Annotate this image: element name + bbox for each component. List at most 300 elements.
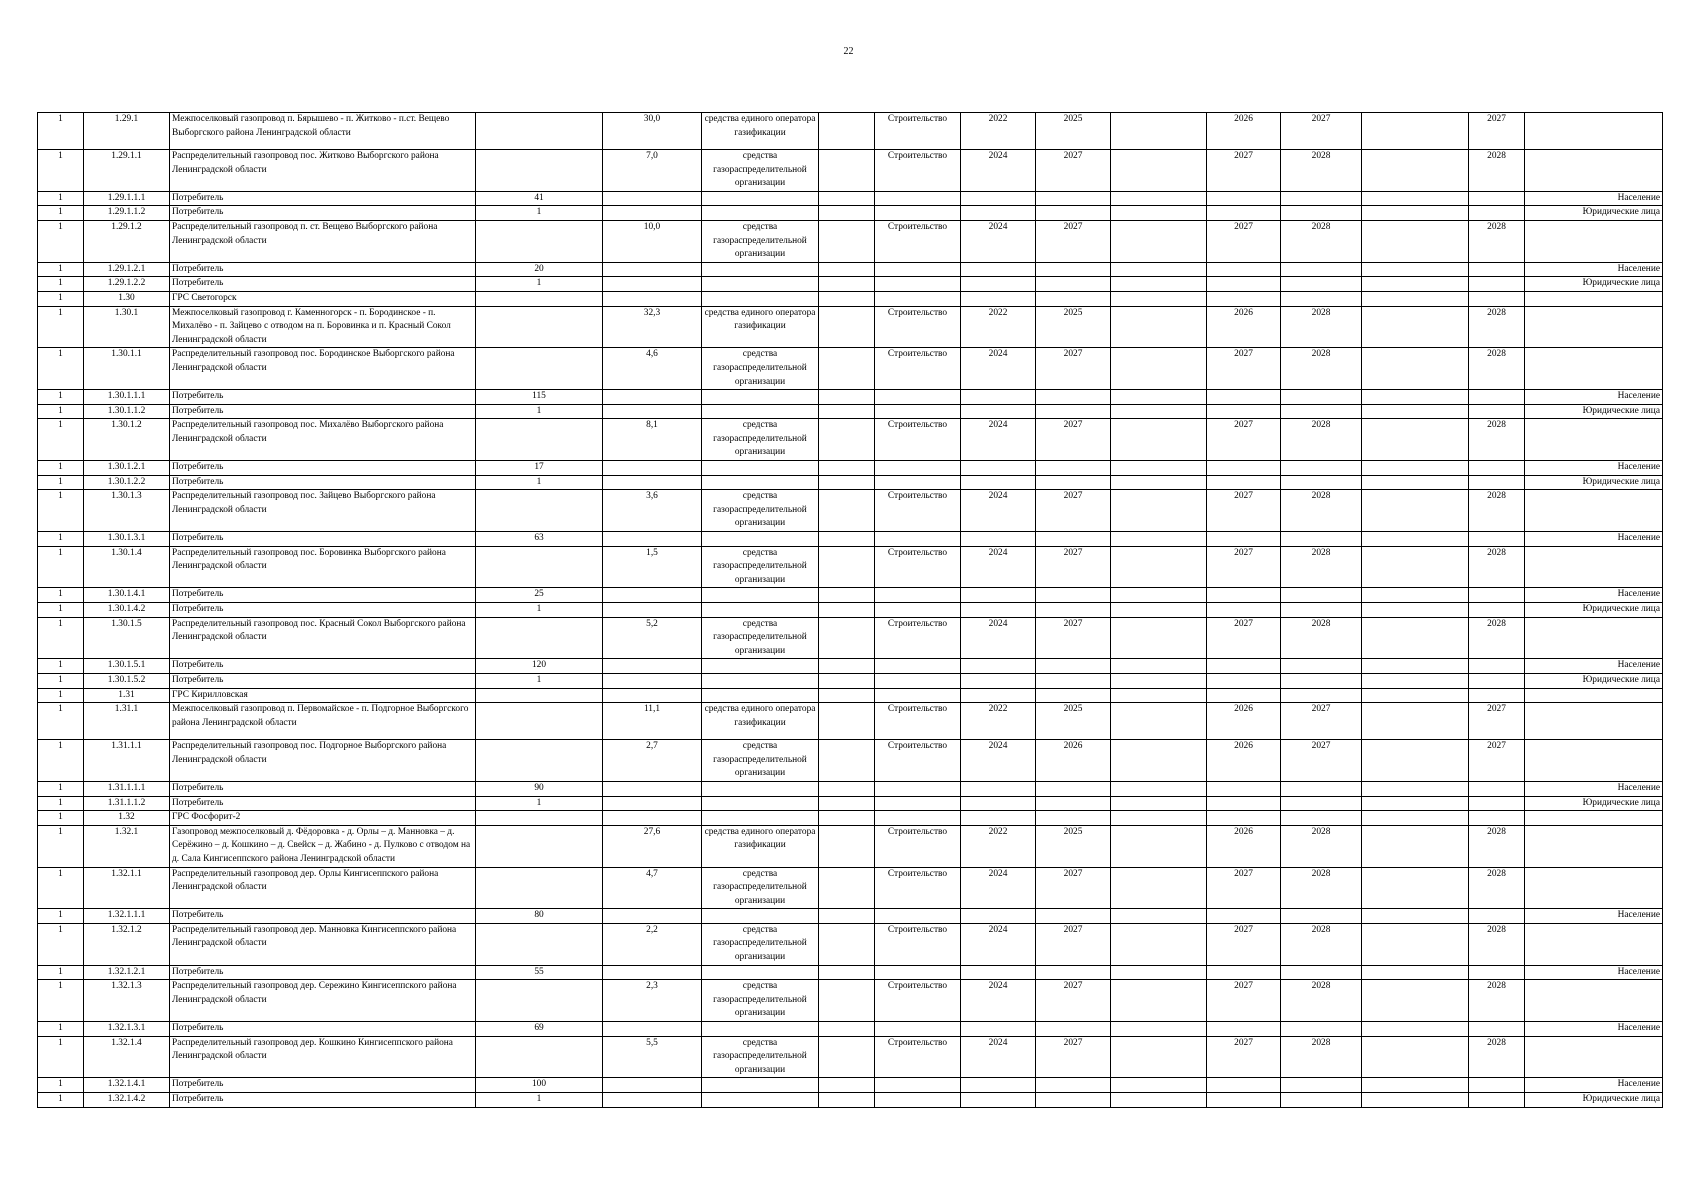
- empty-cell: [1362, 703, 1469, 740]
- year-start-cell: [961, 673, 1036, 688]
- year-connection-cell: 2028: [1281, 825, 1362, 867]
- empty-cell: [1362, 220, 1469, 262]
- empty-cell: [1362, 1036, 1469, 1078]
- year-start-cell: [961, 811, 1036, 826]
- empty-cell: [1362, 659, 1469, 674]
- year-gas-ready-cell: [1207, 291, 1281, 306]
- funding-source-cell: [702, 796, 819, 811]
- object-name-cell: Распределительный газопровод дер. Сережино Кингисеппского района Ленинградской области: [170, 980, 476, 1022]
- row-code-cell: 1.32.1.2: [84, 923, 170, 965]
- year-final-cell: [1469, 191, 1525, 206]
- consumer-count-cell: 120: [476, 659, 603, 674]
- year-start-cell: 2024: [961, 546, 1036, 588]
- year-start-cell: [961, 191, 1036, 206]
- year-final-cell: [1469, 781, 1525, 796]
- row-code-cell: 1.29.1.2.1: [84, 262, 170, 277]
- empty-cell: [819, 740, 875, 782]
- year-connection-cell: [1281, 262, 1362, 277]
- year-final-cell: [1469, 603, 1525, 618]
- consumer-category-cell: [1525, 546, 1663, 588]
- year-start-cell: [961, 781, 1036, 796]
- year-end-cell: [1036, 811, 1111, 826]
- row-code-cell: 1.32.1.3: [84, 980, 170, 1022]
- object-name-cell: Потребитель: [170, 475, 476, 490]
- length-km-cell: 10,0: [603, 220, 702, 262]
- empty-cell: [1362, 673, 1469, 688]
- empty-cell: [1362, 1093, 1469, 1108]
- year-start-cell: [961, 603, 1036, 618]
- row-code-cell: 1.30.1.1.2: [84, 404, 170, 419]
- row-code-cell: 1.30.1.5: [84, 617, 170, 659]
- year-final-cell: [1469, 404, 1525, 419]
- funding-source-cell: [702, 588, 819, 603]
- table-body: [38, 113, 1663, 1108]
- year-final-cell: [1469, 688, 1525, 703]
- consumer-count-cell: 115: [476, 390, 603, 405]
- year-end-cell: [1036, 603, 1111, 618]
- empty-cell: [1362, 617, 1469, 659]
- year-end-cell: 2026: [1036, 740, 1111, 782]
- year-connection-cell: [1281, 1078, 1362, 1093]
- consumer-category-cell: [1525, 113, 1663, 150]
- row-code-cell: 1.31.1.1: [84, 740, 170, 782]
- empty-cell: [1111, 1078, 1207, 1093]
- work-type-cell: [875, 277, 961, 292]
- consumer-category-cell: Население: [1525, 1022, 1663, 1037]
- row-code-cell: 1.30.1.3.1: [84, 532, 170, 547]
- empty-cell: [1111, 1022, 1207, 1037]
- work-type-cell: Строительство: [875, 703, 961, 740]
- work-type-cell: [875, 588, 961, 603]
- row-level-cell: 1: [38, 277, 84, 292]
- length-km-cell: 8,1: [603, 419, 702, 461]
- length-km-cell: [603, 673, 702, 688]
- row-code-cell: 1.30.1.2.2: [84, 475, 170, 490]
- row-code-cell: 1.29.1.1: [84, 150, 170, 192]
- length-km-cell: 30,0: [603, 113, 702, 150]
- year-start-cell: [961, 404, 1036, 419]
- row-level-cell: 1: [38, 191, 84, 206]
- object-name-cell: Потребитель: [170, 673, 476, 688]
- funding-source-cell: средства газораспределительной организации: [702, 867, 819, 909]
- year-start-cell: [961, 688, 1036, 703]
- year-end-cell: [1036, 909, 1111, 924]
- funding-source-cell: средства газораспределительной организации: [702, 980, 819, 1022]
- year-gas-ready-cell: [1207, 191, 1281, 206]
- year-end-cell: 2027: [1036, 1036, 1111, 1078]
- funding-source-cell: [702, 1093, 819, 1108]
- funding-source-cell: [702, 673, 819, 688]
- row-level-cell: 1: [38, 781, 84, 796]
- consumer-count-cell: 1: [476, 1093, 603, 1108]
- empty-cell: [1362, 150, 1469, 192]
- empty-cell: [819, 1022, 875, 1037]
- empty-cell: [819, 703, 875, 740]
- table-row: [38, 113, 1663, 150]
- year-end-cell: [1036, 781, 1111, 796]
- object-name-cell: Распределительный газопровод дер. Кошкино Кингисеппского района Ленинградской области: [170, 1036, 476, 1078]
- year-connection-cell: [1281, 206, 1362, 221]
- row-code-cell: 1.30.1.4.1: [84, 588, 170, 603]
- work-type-cell: Строительство: [875, 980, 961, 1022]
- empty-cell: [819, 811, 875, 826]
- consumer-row: [38, 1078, 1663, 1093]
- object-name-cell: Газопровод межпоселковый д. Фёдоровка - д. Орлы – д. Манновка – д. Серёжино – д. Кошкино – д. Свейск – д. Жабино - д. Пулково с отводом на д. Сала Кингисеппского района Ленинградской области: [170, 825, 476, 867]
- work-type-cell: Строительство: [875, 546, 961, 588]
- empty-cell: [1362, 404, 1469, 419]
- row-level-cell: 1: [38, 703, 84, 740]
- year-gas-ready-cell: 2027: [1207, 867, 1281, 909]
- consumer-category-cell: [1525, 291, 1663, 306]
- funding-source-cell: средства газораспределительной организации: [702, 150, 819, 192]
- length-km-cell: 4,7: [603, 867, 702, 909]
- empty-cell: [819, 277, 875, 292]
- row-level-cell: 1: [38, 150, 84, 192]
- year-start-cell: 2022: [961, 306, 1036, 348]
- year-gas-ready-cell: [1207, 1093, 1281, 1108]
- year-gas-ready-cell: 2027: [1207, 150, 1281, 192]
- row-level-cell: 1: [38, 306, 84, 348]
- empty-cell: [1111, 796, 1207, 811]
- year-start-cell: 2024: [961, 490, 1036, 532]
- consumer-category-cell: [1525, 703, 1663, 740]
- consumer-category-cell: Население: [1525, 191, 1663, 206]
- object-name-cell: Распределительный газопровод п. ст. Вещево Выборгского района Ленинградской области: [170, 220, 476, 262]
- empty-cell: [1111, 1093, 1207, 1108]
- empty-cell: [819, 659, 875, 674]
- consumer-row: [38, 191, 1663, 206]
- consumer-count-cell: 1: [476, 673, 603, 688]
- empty-cell: [819, 588, 875, 603]
- year-start-cell: [961, 1078, 1036, 1093]
- year-start-cell: [961, 461, 1036, 476]
- empty-cell: [1111, 588, 1207, 603]
- empty-cell: [1362, 113, 1469, 150]
- length-km-cell: [603, 909, 702, 924]
- length-km-cell: 5,5: [603, 1036, 702, 1078]
- row-code-cell: 1.31: [84, 688, 170, 703]
- year-final-cell: [1469, 1078, 1525, 1093]
- year-gas-ready-cell: [1207, 659, 1281, 674]
- year-end-cell: [1036, 1078, 1111, 1093]
- object-name-cell: Распределительный газопровод пос. Подгорное Выборгского района Ленинградской области: [170, 740, 476, 782]
- year-start-cell: [961, 796, 1036, 811]
- row-level-cell: 1: [38, 811, 84, 826]
- funding-source-cell: [702, 1078, 819, 1093]
- year-connection-cell: [1281, 390, 1362, 405]
- year-gas-ready-cell: 2026: [1207, 703, 1281, 740]
- year-start-cell: 2024: [961, 348, 1036, 390]
- year-connection-cell: 2028: [1281, 923, 1362, 965]
- empty-cell: [1362, 965, 1469, 980]
- empty-cell: [819, 113, 875, 150]
- row-level-cell: 1: [38, 659, 84, 674]
- year-end-cell: 2027: [1036, 980, 1111, 1022]
- consumer-row: [38, 461, 1663, 476]
- empty-cell: [1111, 419, 1207, 461]
- consumer-count-cell: [476, 306, 603, 348]
- work-type-cell: Строительство: [875, 419, 961, 461]
- section-row: [38, 811, 1663, 826]
- row-level-cell: 1: [38, 532, 84, 547]
- year-start-cell: [961, 262, 1036, 277]
- length-km-cell: 4,6: [603, 348, 702, 390]
- empty-cell: [1111, 206, 1207, 221]
- table-row: [38, 419, 1663, 461]
- year-final-cell: 2028: [1469, 220, 1525, 262]
- year-gas-ready-cell: [1207, 206, 1281, 221]
- year-gas-ready-cell: [1207, 390, 1281, 405]
- row-level-cell: 1: [38, 923, 84, 965]
- object-name-cell: Распределительный газопровод дер. Манновка Кингисеппского района Ленинградской области: [170, 923, 476, 965]
- work-type-cell: [875, 1022, 961, 1037]
- year-final-cell: [1469, 291, 1525, 306]
- year-connection-cell: 2028: [1281, 867, 1362, 909]
- empty-cell: [1111, 113, 1207, 150]
- year-connection-cell: [1281, 965, 1362, 980]
- year-final-cell: 2028: [1469, 546, 1525, 588]
- year-connection-cell: [1281, 532, 1362, 547]
- year-gas-ready-cell: [1207, 1022, 1281, 1037]
- consumer-category-cell: Население: [1525, 390, 1663, 405]
- funding-source-cell: [702, 781, 819, 796]
- row-code-cell: 1.32.1.4.2: [84, 1093, 170, 1108]
- row-code-cell: 1.30: [84, 291, 170, 306]
- empty-cell: [1111, 262, 1207, 277]
- length-km-cell: [603, 404, 702, 419]
- empty-cell: [819, 404, 875, 419]
- funding-source-cell: [702, 688, 819, 703]
- row-level-cell: 1: [38, 1093, 84, 1108]
- year-end-cell: [1036, 532, 1111, 547]
- length-km-cell: [603, 603, 702, 618]
- object-name-cell: Потребитель: [170, 603, 476, 618]
- consumer-category-cell: [1525, 980, 1663, 1022]
- year-final-cell: 2028: [1469, 867, 1525, 909]
- year-connection-cell: [1281, 603, 1362, 618]
- consumer-count-cell: 63: [476, 532, 603, 547]
- consumer-count-cell: [476, 867, 603, 909]
- year-end-cell: 2027: [1036, 419, 1111, 461]
- consumer-category-cell: Юридические лица: [1525, 1093, 1663, 1108]
- empty-cell: [1111, 306, 1207, 348]
- consumer-category-cell: [1525, 419, 1663, 461]
- consumer-category-cell: [1525, 688, 1663, 703]
- empty-cell: [1362, 490, 1469, 532]
- row-code-cell: 1.30.1.5.2: [84, 673, 170, 688]
- funding-source-cell: [702, 390, 819, 405]
- funding-source-cell: [702, 277, 819, 292]
- year-end-cell: [1036, 461, 1111, 476]
- empty-cell: [819, 867, 875, 909]
- empty-cell: [1111, 291, 1207, 306]
- empty-cell: [819, 980, 875, 1022]
- year-connection-cell: [1281, 688, 1362, 703]
- year-gas-ready-cell: [1207, 532, 1281, 547]
- consumer-count-cell: [476, 688, 603, 703]
- funding-source-cell: [702, 461, 819, 476]
- work-type-cell: [875, 191, 961, 206]
- consumer-row: [38, 1093, 1663, 1108]
- row-level-cell: 1: [38, 262, 84, 277]
- funding-source-cell: [702, 206, 819, 221]
- length-km-cell: [603, 688, 702, 703]
- year-end-cell: 2025: [1036, 703, 1111, 740]
- year-connection-cell: 2028: [1281, 490, 1362, 532]
- year-final-cell: [1469, 206, 1525, 221]
- object-name-cell: Потребитель: [170, 965, 476, 980]
- consumer-category-cell: [1525, 1036, 1663, 1078]
- empty-cell: [819, 923, 875, 965]
- empty-cell: [819, 291, 875, 306]
- year-start-cell: 2022: [961, 113, 1036, 150]
- empty-cell: [819, 546, 875, 588]
- object-name-cell: Потребитель: [170, 206, 476, 221]
- year-gas-ready-cell: 2027: [1207, 923, 1281, 965]
- work-type-cell: [875, 688, 961, 703]
- table-row: [38, 306, 1663, 348]
- funding-source-cell: [702, 603, 819, 618]
- year-connection-cell: 2027: [1281, 703, 1362, 740]
- object-name-cell: Потребитель: [170, 390, 476, 405]
- page-number: 22: [843, 46, 854, 57]
- row-level-cell: 1: [38, 546, 84, 588]
- empty-cell: [1111, 475, 1207, 490]
- year-end-cell: 2027: [1036, 546, 1111, 588]
- empty-cell: [819, 1036, 875, 1078]
- length-km-cell: [603, 1078, 702, 1093]
- funding-source-cell: средства единого оператора газификации: [702, 113, 819, 150]
- row-level-cell: 1: [38, 617, 84, 659]
- year-end-cell: 2025: [1036, 825, 1111, 867]
- table-row: [38, 1036, 1663, 1078]
- funding-source-cell: средства единого оператора газификации: [702, 703, 819, 740]
- work-type-cell: [875, 1093, 961, 1108]
- year-connection-cell: 2028: [1281, 980, 1362, 1022]
- empty-cell: [1362, 980, 1469, 1022]
- consumer-count-cell: [476, 980, 603, 1022]
- empty-cell: [1362, 740, 1469, 782]
- consumer-count-cell: [476, 703, 603, 740]
- year-start-cell: 2024: [961, 867, 1036, 909]
- empty-cell: [1111, 191, 1207, 206]
- empty-cell: [1111, 811, 1207, 826]
- consumer-category-cell: [1525, 740, 1663, 782]
- object-name-cell: Потребитель: [170, 1022, 476, 1037]
- funding-source-cell: средства газораспределительной организации: [702, 419, 819, 461]
- year-final-cell: 2028: [1469, 617, 1525, 659]
- empty-cell: [1362, 306, 1469, 348]
- object-name-cell: Распределительный газопровод пос. Красный Сокол Выборгского района Ленинградской области: [170, 617, 476, 659]
- empty-cell: [819, 796, 875, 811]
- year-end-cell: [1036, 588, 1111, 603]
- table-row: [38, 617, 1663, 659]
- empty-cell: [819, 688, 875, 703]
- object-name-cell: Потребитель: [170, 796, 476, 811]
- length-km-cell: [603, 965, 702, 980]
- length-km-cell: [603, 1093, 702, 1108]
- row-level-cell: 1: [38, 965, 84, 980]
- year-start-cell: [961, 291, 1036, 306]
- year-gas-ready-cell: [1207, 673, 1281, 688]
- consumer-count-cell: 17: [476, 461, 603, 476]
- empty-cell: [1111, 923, 1207, 965]
- row-level-cell: 1: [38, 588, 84, 603]
- year-end-cell: [1036, 1093, 1111, 1108]
- work-type-cell: Строительство: [875, 348, 961, 390]
- empty-cell: [1111, 603, 1207, 618]
- row-code-cell: 1.30.1.1.1: [84, 390, 170, 405]
- empty-cell: [1111, 490, 1207, 532]
- year-start-cell: [961, 909, 1036, 924]
- year-gas-ready-cell: 2026: [1207, 113, 1281, 150]
- table-row: [38, 546, 1663, 588]
- empty-cell: [1111, 980, 1207, 1022]
- year-start-cell: [961, 277, 1036, 292]
- empty-cell: [1111, 659, 1207, 674]
- year-connection-cell: 2028: [1281, 617, 1362, 659]
- year-connection-cell: 2027: [1281, 740, 1362, 782]
- empty-cell: [1362, 867, 1469, 909]
- consumer-category-cell: Население: [1525, 659, 1663, 674]
- year-gas-ready-cell: [1207, 688, 1281, 703]
- consumer-count-cell: 1: [476, 796, 603, 811]
- empty-cell: [1362, 811, 1469, 826]
- row-code-cell: 1.32.1.1: [84, 867, 170, 909]
- empty-cell: [819, 220, 875, 262]
- empty-cell: [819, 617, 875, 659]
- funding-source-cell: средства единого оператора газификации: [702, 306, 819, 348]
- year-final-cell: 2028: [1469, 306, 1525, 348]
- length-km-cell: 2,7: [603, 740, 702, 782]
- object-name-cell: ГРС Фосфорит-2: [170, 811, 476, 826]
- object-name-cell: Потребитель: [170, 191, 476, 206]
- year-start-cell: [961, 659, 1036, 674]
- consumer-count-cell: [476, 1036, 603, 1078]
- consumer-row: [38, 673, 1663, 688]
- consumer-category-cell: Юридические лица: [1525, 796, 1663, 811]
- empty-cell: [819, 825, 875, 867]
- work-type-cell: [875, 811, 961, 826]
- work-type-cell: Строительство: [875, 220, 961, 262]
- consumer-category-cell: Юридические лица: [1525, 673, 1663, 688]
- consumer-count-cell: [476, 419, 603, 461]
- consumer-count-cell: 25: [476, 588, 603, 603]
- year-end-cell: [1036, 673, 1111, 688]
- length-km-cell: 27,6: [603, 825, 702, 867]
- object-name-cell: Потребитель: [170, 461, 476, 476]
- table-row: [38, 923, 1663, 965]
- year-connection-cell: [1281, 1022, 1362, 1037]
- consumer-count-cell: [476, 923, 603, 965]
- year-connection-cell: 2027: [1281, 113, 1362, 150]
- consumer-category-cell: Население: [1525, 588, 1663, 603]
- empty-cell: [1111, 740, 1207, 782]
- row-code-cell: 1.32.1.2.1: [84, 965, 170, 980]
- empty-cell: [819, 461, 875, 476]
- consumer-row: [38, 909, 1663, 924]
- consumer-count-cell: 1: [476, 475, 603, 490]
- empty-cell: [1362, 277, 1469, 292]
- table-row: [38, 490, 1663, 532]
- empty-cell: [819, 348, 875, 390]
- year-start-cell: [961, 965, 1036, 980]
- object-name-cell: Распределительный газопровод пос. Житково Выборгского района Ленинградской области: [170, 150, 476, 192]
- year-end-cell: [1036, 262, 1111, 277]
- year-connection-cell: [1281, 291, 1362, 306]
- year-gas-ready-cell: [1207, 603, 1281, 618]
- work-type-cell: [875, 1078, 961, 1093]
